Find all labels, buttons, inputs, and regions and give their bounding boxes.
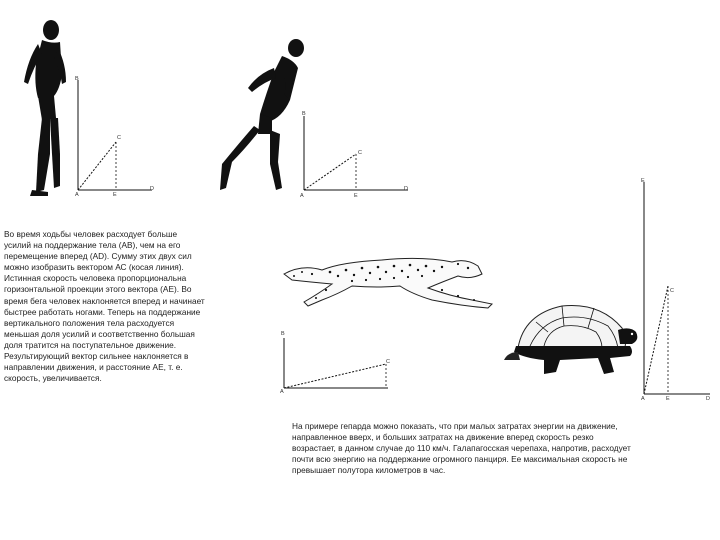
vector-diagram-cheetah: [280, 336, 392, 394]
label-c: C: [358, 150, 362, 156]
label-c: C: [670, 288, 674, 294]
label-a: A: [300, 193, 304, 199]
label-c: C: [386, 359, 390, 365]
label-a: A: [280, 389, 284, 395]
label-b: B: [281, 331, 285, 337]
tortoise-figure: [500, 300, 640, 376]
label-c: C: [117, 135, 121, 141]
running-man-figure: [218, 38, 302, 194]
label-b: B: [75, 76, 79, 82]
label-e: E: [641, 178, 645, 184]
label-d: D: [404, 186, 408, 192]
label-a: A: [641, 396, 645, 402]
label-b: B: [302, 111, 306, 117]
label-e: E: [666, 396, 670, 402]
label-d: D: [150, 186, 154, 192]
vector-diagram-tortoise: [638, 180, 714, 402]
label-e: E: [113, 192, 117, 198]
paragraph-walking-running: Во время ходьбы человек расходует больше усилий на поддержание тела (АВ), чем на его перемещение вперед (AD). Сумму этих двух сил можно изобразить вектором АС (косая линия). Истинная скорость человека пропорциональна горизонтальной проекции этого вектора (АЕ). Во время бега человек наклоняется вперед и начинает быстрее работать ногами. Теперь на поддержание вертикального положения тела расходуется меньшая доля усилий и соответственно большая доля тратится на поступательное движение. Результирующий вектор сильнее наклоняется в направлении движения, и расстояние АЕ, т. е. скорость, увеличивается.: [4, 229, 205, 384]
vector-diagram-walking: [72, 76, 156, 198]
vector-diagram-running: [300, 112, 412, 196]
cheetah-figure: [282, 250, 494, 310]
paragraph-cheetah-tortoise: На примере гепарда можно показать, что при малых затратах энергии на движение, направленное вверх, и больших затратах на движение вперед скорость резко возрастает, в данном случае до 110 км/ч. Галапагосская черепаха, напротив, расходует почти всю энергию на поддержание огромного панциря. Ее максимальная скорость не превышает полутора километров в час.: [292, 421, 631, 476]
label-d: D: [706, 396, 710, 402]
label-e: E: [354, 193, 358, 199]
walking-man-figure: [14, 14, 74, 196]
label-a: A: [75, 192, 79, 198]
